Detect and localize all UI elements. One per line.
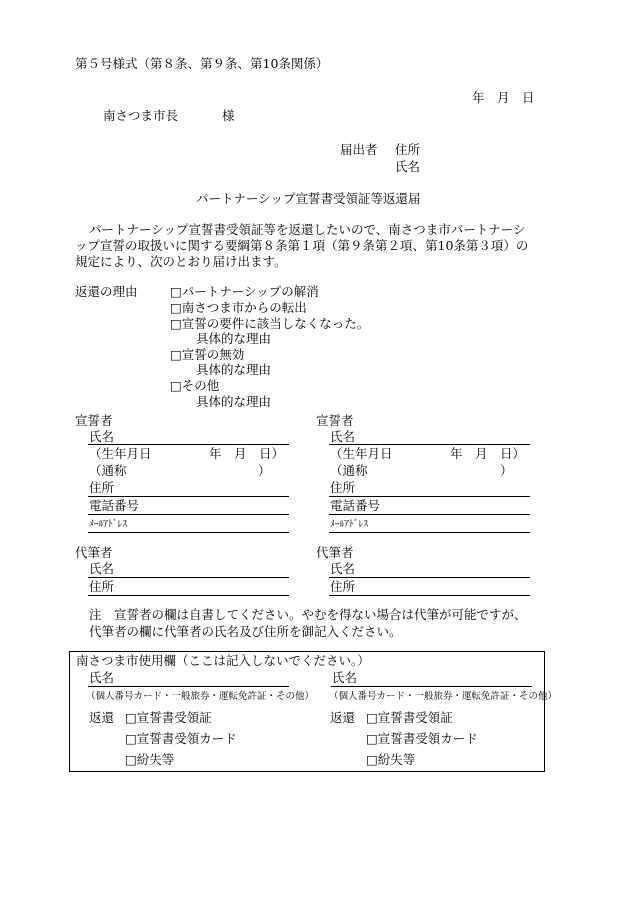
office-2-item-certificate[interactable]: □宣誓書受領証 [366, 710, 453, 725]
office-1-name-label: 氏名 [89, 670, 115, 685]
note-line-1: 注 宣誓者の欄は自書してください。やむを得ない場合は代筆が可能ですが、 [89, 607, 527, 622]
office-use-header: 南さつま市使用欄（ここは記入しないでください。） [76, 653, 370, 668]
declarant-1-name-label: 氏名 [89, 429, 115, 444]
declarant-2-phone-label: 電話番号 [330, 498, 381, 513]
office-1-name-line[interactable] [88, 686, 289, 687]
reason-option-invalid[interactable]: □宣誓の無効 [170, 347, 245, 362]
declarant-1-phone-label: 電話番号 [89, 498, 140, 513]
proxy-1-address-line[interactable] [88, 595, 289, 596]
declarant-2-email-line[interactable] [329, 532, 530, 533]
declarant-1-birth-label: （生年月日 [89, 446, 152, 461]
declarant-1-label: 宣誓者 [75, 413, 113, 428]
declarant-1-address-label: 住所 [89, 480, 115, 495]
declarant-2-name-label: 氏名 [330, 429, 356, 444]
notifier-name-label: 氏名 [395, 159, 421, 174]
declarant-1-address-line[interactable] [88, 496, 289, 497]
office-2-name-label: 氏名 [332, 670, 358, 685]
form-number: 第５号様式（第８条、第９条、第10条関係） [75, 56, 329, 71]
declarant-1-alias-label: （通称 [89, 463, 127, 478]
proxy-2-address-label: 住所 [330, 579, 356, 594]
declarant-2-phone-line[interactable] [329, 514, 530, 515]
office-2-item-lost[interactable]: □紛失等 [366, 752, 416, 767]
body-line-1: パートナーシップ宣誓書受領証等を返還したいので、南さつま市パートナーシ [89, 222, 526, 237]
reason-option-moved-out[interactable]: □南さつま市からの転出 [170, 300, 307, 315]
declarant-2-label: 宣誓者 [316, 413, 354, 428]
office-1-id-types: （個人番号カード・一般旅券・運転免許証・その他） [86, 691, 315, 702]
proxy-1-label: 代筆者 [75, 545, 113, 560]
declarant-2-address-line[interactable] [329, 496, 530, 497]
reason-detail-label: 具体的な理由 [196, 362, 272, 377]
proxy-1-name-label: 氏名 [89, 561, 115, 576]
declarant-2-name-line[interactable] [329, 444, 530, 445]
note-line-2: 代筆者の欄に代筆者の氏名及び住所を御記入ください。 [89, 624, 402, 639]
proxy-1-address-label: 住所 [89, 579, 115, 594]
honorific: 様 [222, 108, 235, 123]
declarant-2-birth-label: （生年月日 [330, 446, 393, 461]
office-1-item-card[interactable]: □宣誓書受領カード [125, 731, 237, 746]
mayor-addressee: 南さつま市長 [103, 108, 179, 123]
office-1-return-label: 返還 [89, 710, 115, 725]
declarant-2-alias-close: ） [500, 463, 513, 478]
reason-option-not-eligible[interactable]: □宣誓の要件に該当しなくなった。 [170, 316, 370, 331]
declarant-2-alias-label: （通称 [330, 463, 368, 478]
office-2-id-types: （個人番号カード・一般旅券・運転免許証・その他） [329, 691, 558, 702]
declarant-2-address-label: 住所 [330, 480, 356, 495]
notifier-label: 届出者 [340, 142, 378, 157]
office-1-item-lost[interactable]: □紛失等 [125, 752, 175, 767]
declarant-1-birth-date: 年 月 日） [209, 446, 285, 461]
declarant-2-birth-date: 年 月 日） [450, 446, 526, 461]
body-line-2: ップ宣誓の取扱いに関する要綱第８条第１項（第９条第２項、第10条第３項）の [75, 238, 529, 253]
office-2-return-label: 返還 [330, 710, 356, 725]
notifier-address-label: 住所 [395, 142, 421, 157]
reason-detail-label: 具体的な理由 [196, 394, 272, 409]
body-line-3: 規定により、次のとおり届け出ます。 [75, 254, 287, 269]
declarant-1-email-line[interactable] [88, 532, 289, 533]
proxy-1-name-line[interactable] [88, 577, 289, 578]
document-title: パートナーシップ宣誓書受領証等返還届 [196, 191, 421, 206]
reason-detail-label: 具体的な理由 [196, 331, 272, 346]
reason-option-dissolution[interactable]: □パートナーシップの解消 [170, 284, 319, 299]
office-1-item-certificate[interactable]: □宣誓書受領証 [125, 710, 212, 725]
declarant-1-name-line[interactable] [88, 444, 289, 445]
proxy-2-address-line[interactable] [329, 595, 530, 596]
reason-option-other[interactable]: □その他 [170, 378, 220, 393]
reason-label: 返還の理由 [75, 284, 138, 299]
declarant-1-phone-line[interactable] [88, 514, 289, 515]
proxy-2-label: 代筆者 [316, 545, 354, 560]
proxy-2-name-line[interactable] [329, 577, 530, 578]
date-line: 年 月 日 [472, 90, 535, 105]
declarant-2-email-label: ﾒｰﾙｱﾄﾞﾚｽ [330, 519, 369, 530]
proxy-2-name-label: 氏名 [330, 561, 356, 576]
declarant-1-email-label: ﾒｰﾙｱﾄﾞﾚｽ [89, 519, 128, 530]
office-2-item-card[interactable]: □宣誓書受領カード [366, 731, 478, 746]
office-2-name-line[interactable] [331, 686, 532, 687]
declarant-1-alias-close: ） [258, 463, 271, 478]
